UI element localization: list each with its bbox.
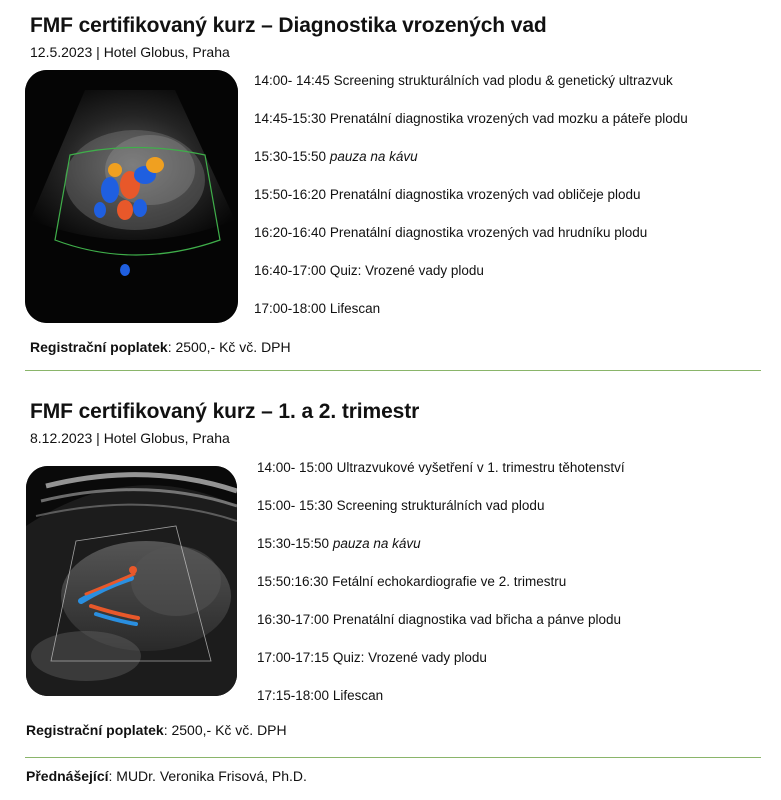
schedule-time: 14:45-15:30 (254, 111, 327, 126)
schedule-list (254, 72, 688, 338)
section-divider (25, 370, 761, 371)
schedule-time: 16:20-16:40 (254, 225, 327, 240)
schedule-item (257, 649, 625, 687)
schedule-topic: Ultrazvukové vyšetření v 1. trimestru těhotenství (336, 460, 625, 475)
schedule-item (257, 535, 625, 573)
schedule-topic: pauza na kávu (329, 149, 418, 164)
schedule-topic: Lifescan (332, 688, 384, 703)
schedule-item (254, 300, 688, 338)
schedule-item (257, 497, 625, 535)
schedule-item (254, 148, 688, 186)
schedule-time: 17:00-17:15 (257, 650, 330, 665)
schedule-time: 14:00- 15:00 (257, 460, 333, 475)
ultrasound-fetal-image (26, 466, 237, 696)
schedule-time: 17:15-18:00 (257, 688, 330, 703)
ultrasound-doppler-image (25, 70, 238, 323)
schedule-time: 15:30-15:50 (257, 536, 330, 551)
schedule-time: 15:30-15:50 (254, 149, 327, 164)
schedule-time: 15:00- 15:30 (257, 498, 333, 513)
schedule-item (257, 687, 625, 725)
schedule-topic: Prenatální diagnostika vrozených vad obličeje plodu (329, 187, 641, 202)
schedule-time: 16:30-17:00 (257, 612, 330, 627)
schedule-time: 14:00- 14:45 (254, 73, 330, 88)
schedule-topic: Prenatální diagnostika vad břicha a pánve plodu (332, 612, 622, 627)
fee-label: Registrační poplatek (30, 339, 168, 355)
fee-value: : 2500,- Kč vč. DPH (163, 722, 287, 738)
schedule-topic: Lifescan (329, 301, 381, 316)
fee-value: : 2500,- Kč vč. DPH (167, 339, 291, 355)
schedule-item (254, 224, 688, 262)
schedule-time: 15:50:16:30 (257, 574, 329, 589)
schedule-item (254, 262, 688, 300)
schedule-topic: Prenatální diagnostika vrozených vad mozku a páteře plodu (329, 111, 688, 126)
schedule-topic: Quiz: Vrozené vady plodu (332, 650, 487, 665)
schedule-topic: pauza na kávu (332, 536, 421, 551)
course-title: FMF certifikovaný kurz – 1. a 2. trimestr (30, 400, 420, 423)
lecturer (26, 768, 307, 784)
schedule-time: 16:40-17:00 (254, 263, 327, 278)
schedule-time: 15:50-16:20 (254, 187, 327, 202)
schedule-time: 17:00-18:00 (254, 301, 327, 316)
section-divider (25, 757, 761, 758)
schedule-topic: Prenatální diagnostika vrozených vad hrudníku plodu (329, 225, 648, 240)
course-date-location: 12.5.2023 | Hotel Globus, Praha (30, 44, 230, 60)
lecturer-value: : MUDr. Veronika Frisová, Ph.D. (108, 768, 307, 784)
schedule-item (257, 611, 625, 649)
fee-label: Registrační poplatek (26, 722, 164, 738)
course-title: FMF certifikovaný kurz – Diagnostika vrozených vad (30, 14, 547, 37)
schedule-topic: Screening strukturálních vad plodu (336, 498, 545, 513)
schedule-list (257, 459, 625, 725)
schedule-item (254, 186, 688, 224)
lecturer-label: Přednášející (26, 768, 109, 784)
schedule-item (257, 573, 625, 611)
registration-fee (26, 722, 287, 738)
schedule-item (257, 459, 625, 497)
schedule-item (254, 72, 688, 110)
schedule-topic: Fetální echokardiografie ve 2. trimestru (332, 574, 567, 589)
registration-fee (30, 339, 291, 355)
schedule-item (254, 110, 688, 148)
course-date-location: 8.12.2023 | Hotel Globus, Praha (30, 430, 230, 446)
schedule-topic: Screening strukturálních vad plodu & genetický ultrazvuk (333, 73, 673, 88)
schedule-topic: Quiz: Vrozené vady plodu (329, 263, 484, 278)
